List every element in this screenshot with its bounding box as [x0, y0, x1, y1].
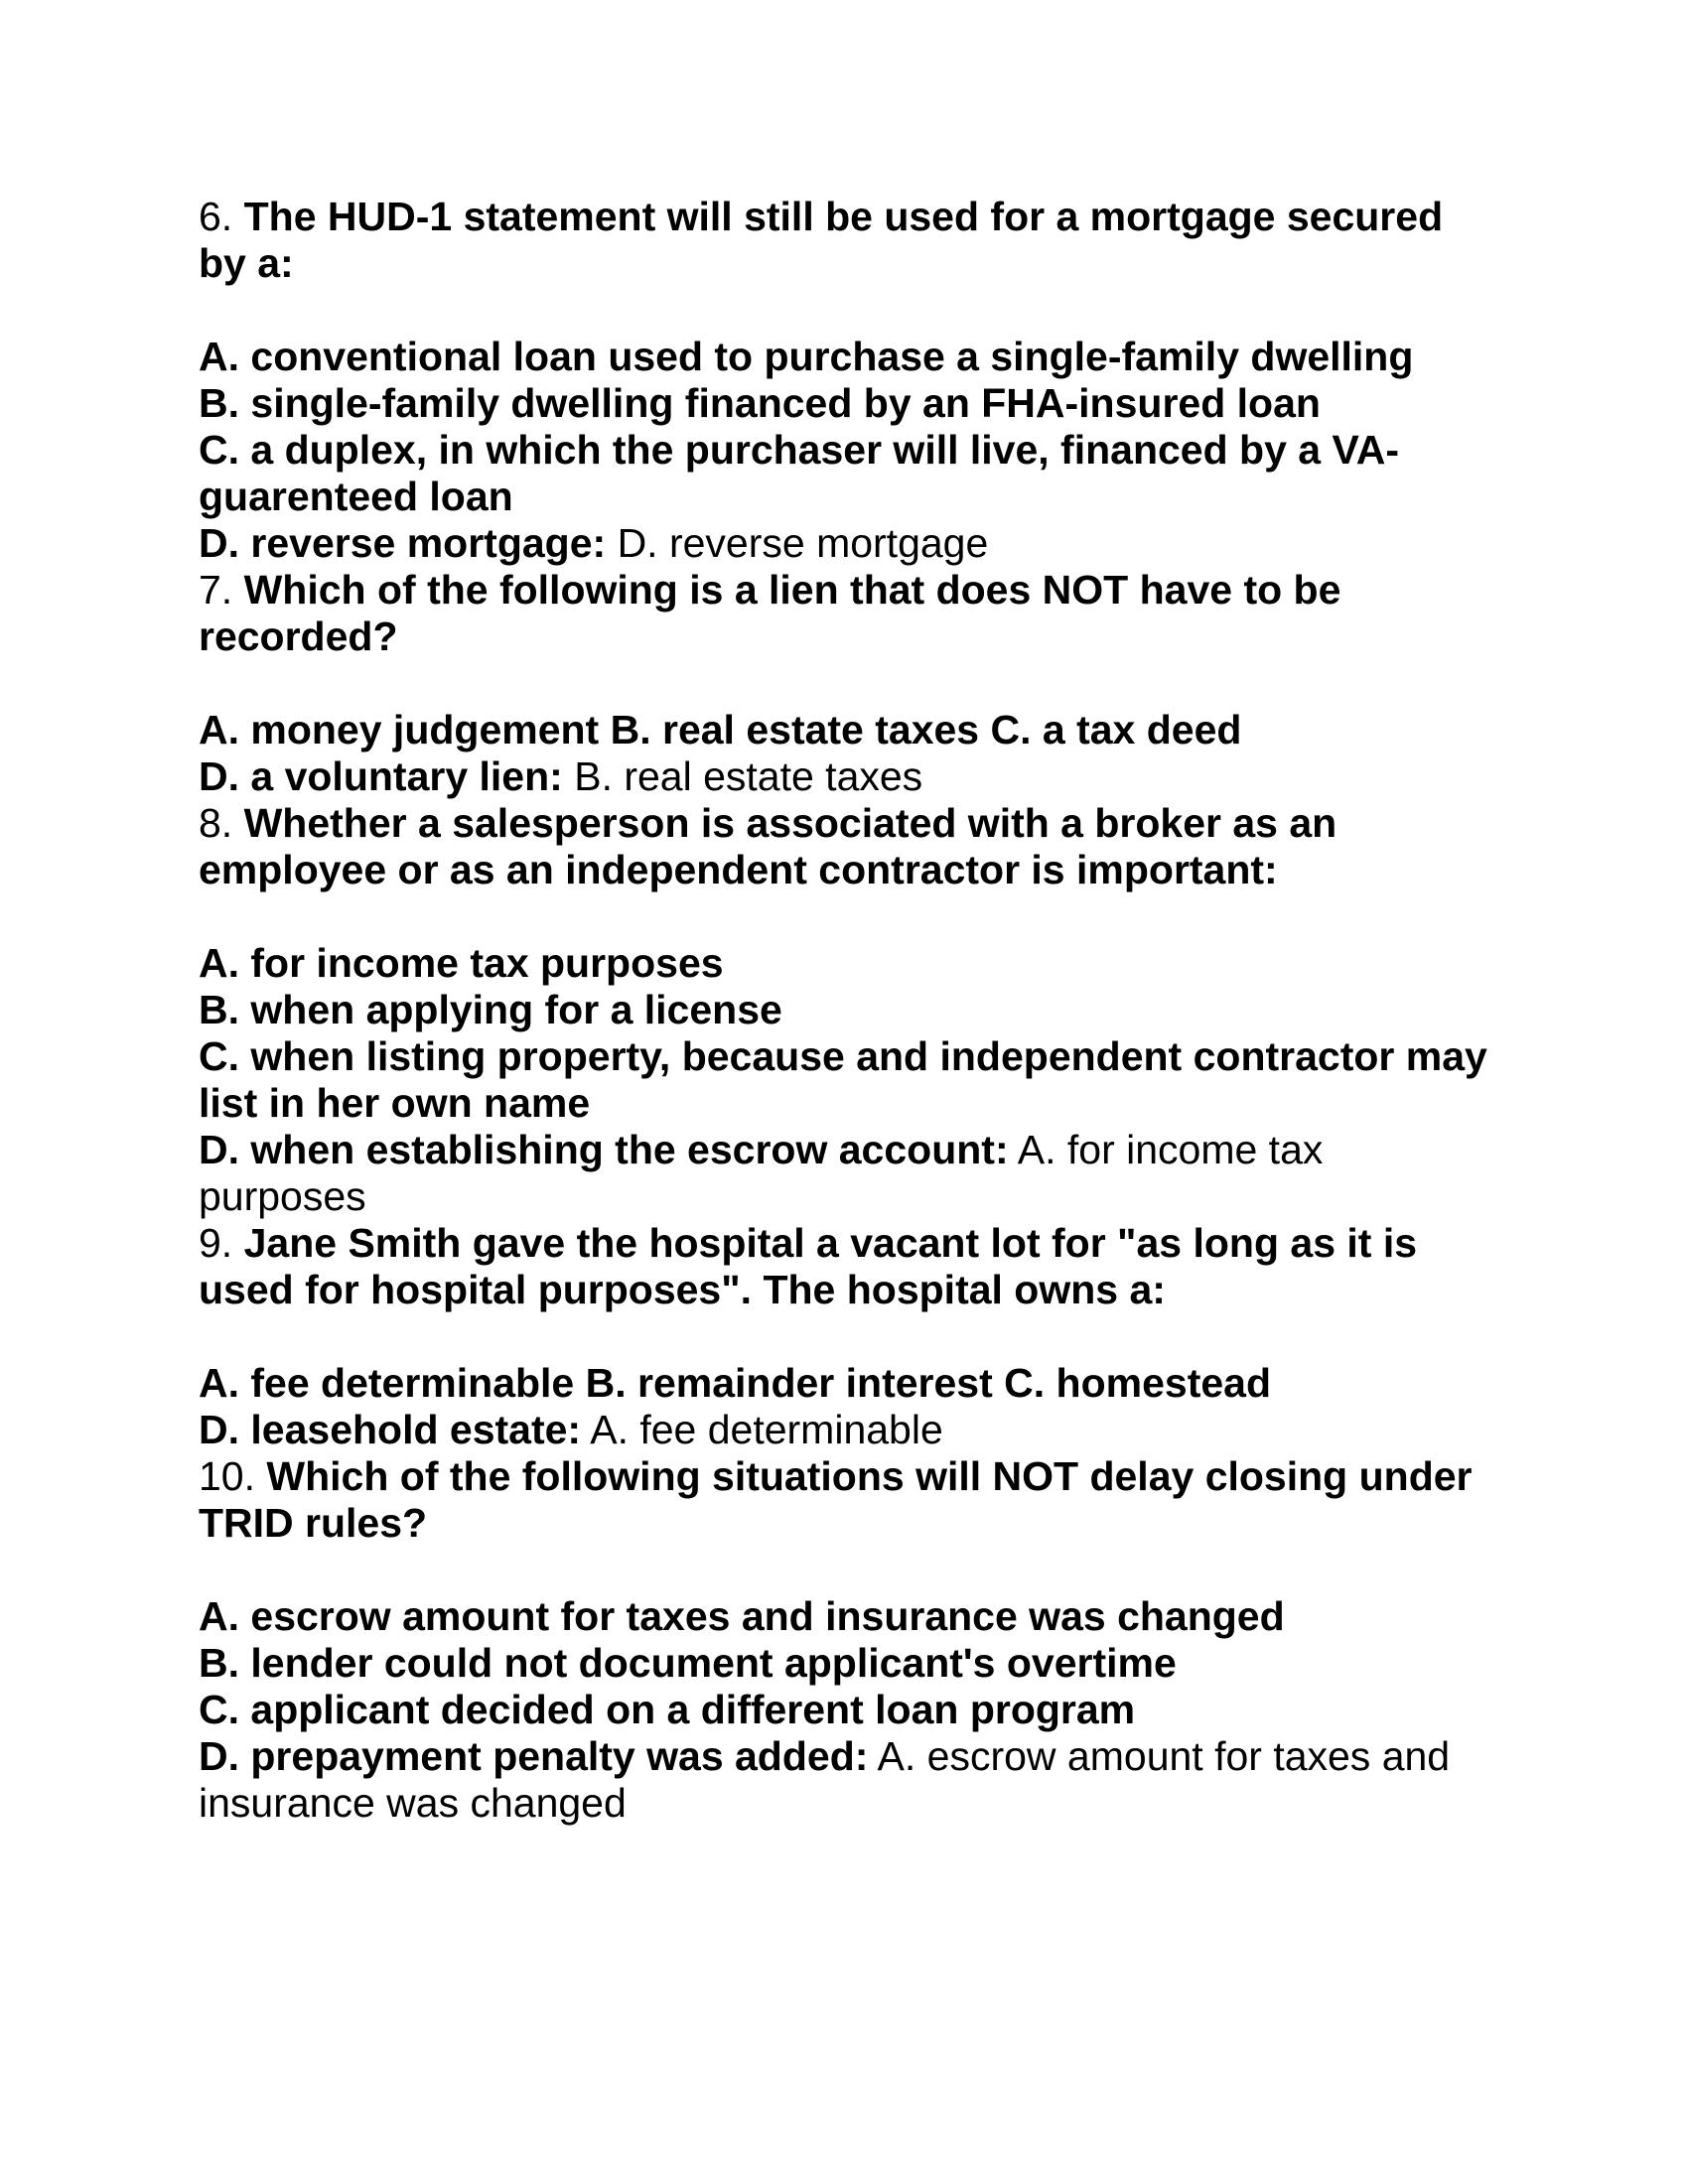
- option-text: D. prepayment penalty was added:: [199, 1733, 869, 1779]
- question-number: 7.: [199, 567, 233, 613]
- option: [199, 1593, 1489, 1640]
- option-text: A. money judgement B. real estate taxes C. a tax deed: [199, 707, 1242, 752]
- option-text: A. escrow amount for taxes and insurance was changed: [199, 1593, 1285, 1639]
- option-text: B. when applying for a license: [199, 987, 782, 1032]
- spacer: [199, 1313, 1489, 1360]
- question-number: 6.: [199, 194, 233, 239]
- question-6: [199, 194, 1489, 287]
- option-with-answer: [199, 1407, 1489, 1453]
- question-number: 9.: [199, 1220, 233, 1266]
- option-text: D. leasehold estate:: [199, 1407, 582, 1452]
- option-text: B. lender could not document applicant's overtime: [199, 1640, 1177, 1686]
- answer-text: A. for income tax purposes: [199, 1127, 1324, 1219]
- option-text: D. a voluntary lien:: [199, 753, 563, 799]
- option-with-answer: [199, 520, 1489, 567]
- option: [199, 427, 1489, 520]
- option-text: D. reverse mortgage:: [199, 520, 607, 566]
- option: [199, 707, 1489, 753]
- option: [199, 334, 1489, 380]
- question-9: [199, 1220, 1489, 1313]
- question-text: Which of the following situations will NOT delay closing under TRID rules?: [199, 1453, 1473, 1546]
- option: [199, 1033, 1489, 1127]
- option-with-answer: [199, 1733, 1489, 1827]
- answer-text: B. real estate taxes: [574, 753, 923, 799]
- quiz-content: [199, 194, 1489, 1827]
- option: [199, 940, 1489, 987]
- spacer: [199, 893, 1489, 940]
- option-text: A. for income tax purposes: [199, 940, 724, 986]
- question-8: [199, 800, 1489, 893]
- option: [199, 1360, 1489, 1407]
- option-with-answer: [199, 753, 1489, 800]
- question-number: 10.: [199, 1453, 255, 1499]
- option-text: C. when listing property, because and independent contractor may list in her own name: [199, 1033, 1487, 1126]
- answer-text: A. escrow amount for taxes and insurance was changed: [199, 1733, 1451, 1826]
- option-text: A. conventional loan used to purchase a single-family dwelling: [199, 334, 1414, 379]
- question-10: [199, 1453, 1489, 1547]
- question-text: Jane Smith gave the hospital a vacant lot for "as long as it is used for hospital purposes". The hospital owns a:: [199, 1220, 1418, 1312]
- spacer: [199, 287, 1489, 334]
- option-text: D. when establishing the escrow account:: [199, 1127, 1009, 1172]
- answer-text: A. fee determinable: [590, 1407, 943, 1452]
- question-7: [199, 567, 1489, 660]
- spacer: [199, 1547, 1489, 1593]
- question-number: 8.: [199, 800, 233, 846]
- option: [199, 380, 1489, 427]
- question-text: The HUD-1 statement will still be used for a mortgage secured by a:: [199, 194, 1444, 286]
- option-text: C. a duplex, in which the purchaser will live, financed by a VA-guarenteed loan: [199, 427, 1400, 519]
- option-text: A. fee determinable B. remainder interest C. homestead: [199, 1360, 1271, 1406]
- spacer: [199, 660, 1489, 707]
- question-text: Which of the following is a lien that does NOT have to be recorded?: [199, 567, 1341, 659]
- option: [199, 1687, 1489, 1733]
- question-text: Whether a salesperson is associated with a broker as an employee or as an independent contractor is important:: [199, 800, 1337, 892]
- option: [199, 987, 1489, 1033]
- option: [199, 1640, 1489, 1687]
- answer-text: D. reverse mortgage: [617, 520, 989, 566]
- option-text: B. single-family dwelling financed by an FHA-insured loan: [199, 380, 1321, 426]
- option-with-answer: [199, 1127, 1489, 1220]
- option-text: C. applicant decided on a different loan program: [199, 1687, 1136, 1732]
